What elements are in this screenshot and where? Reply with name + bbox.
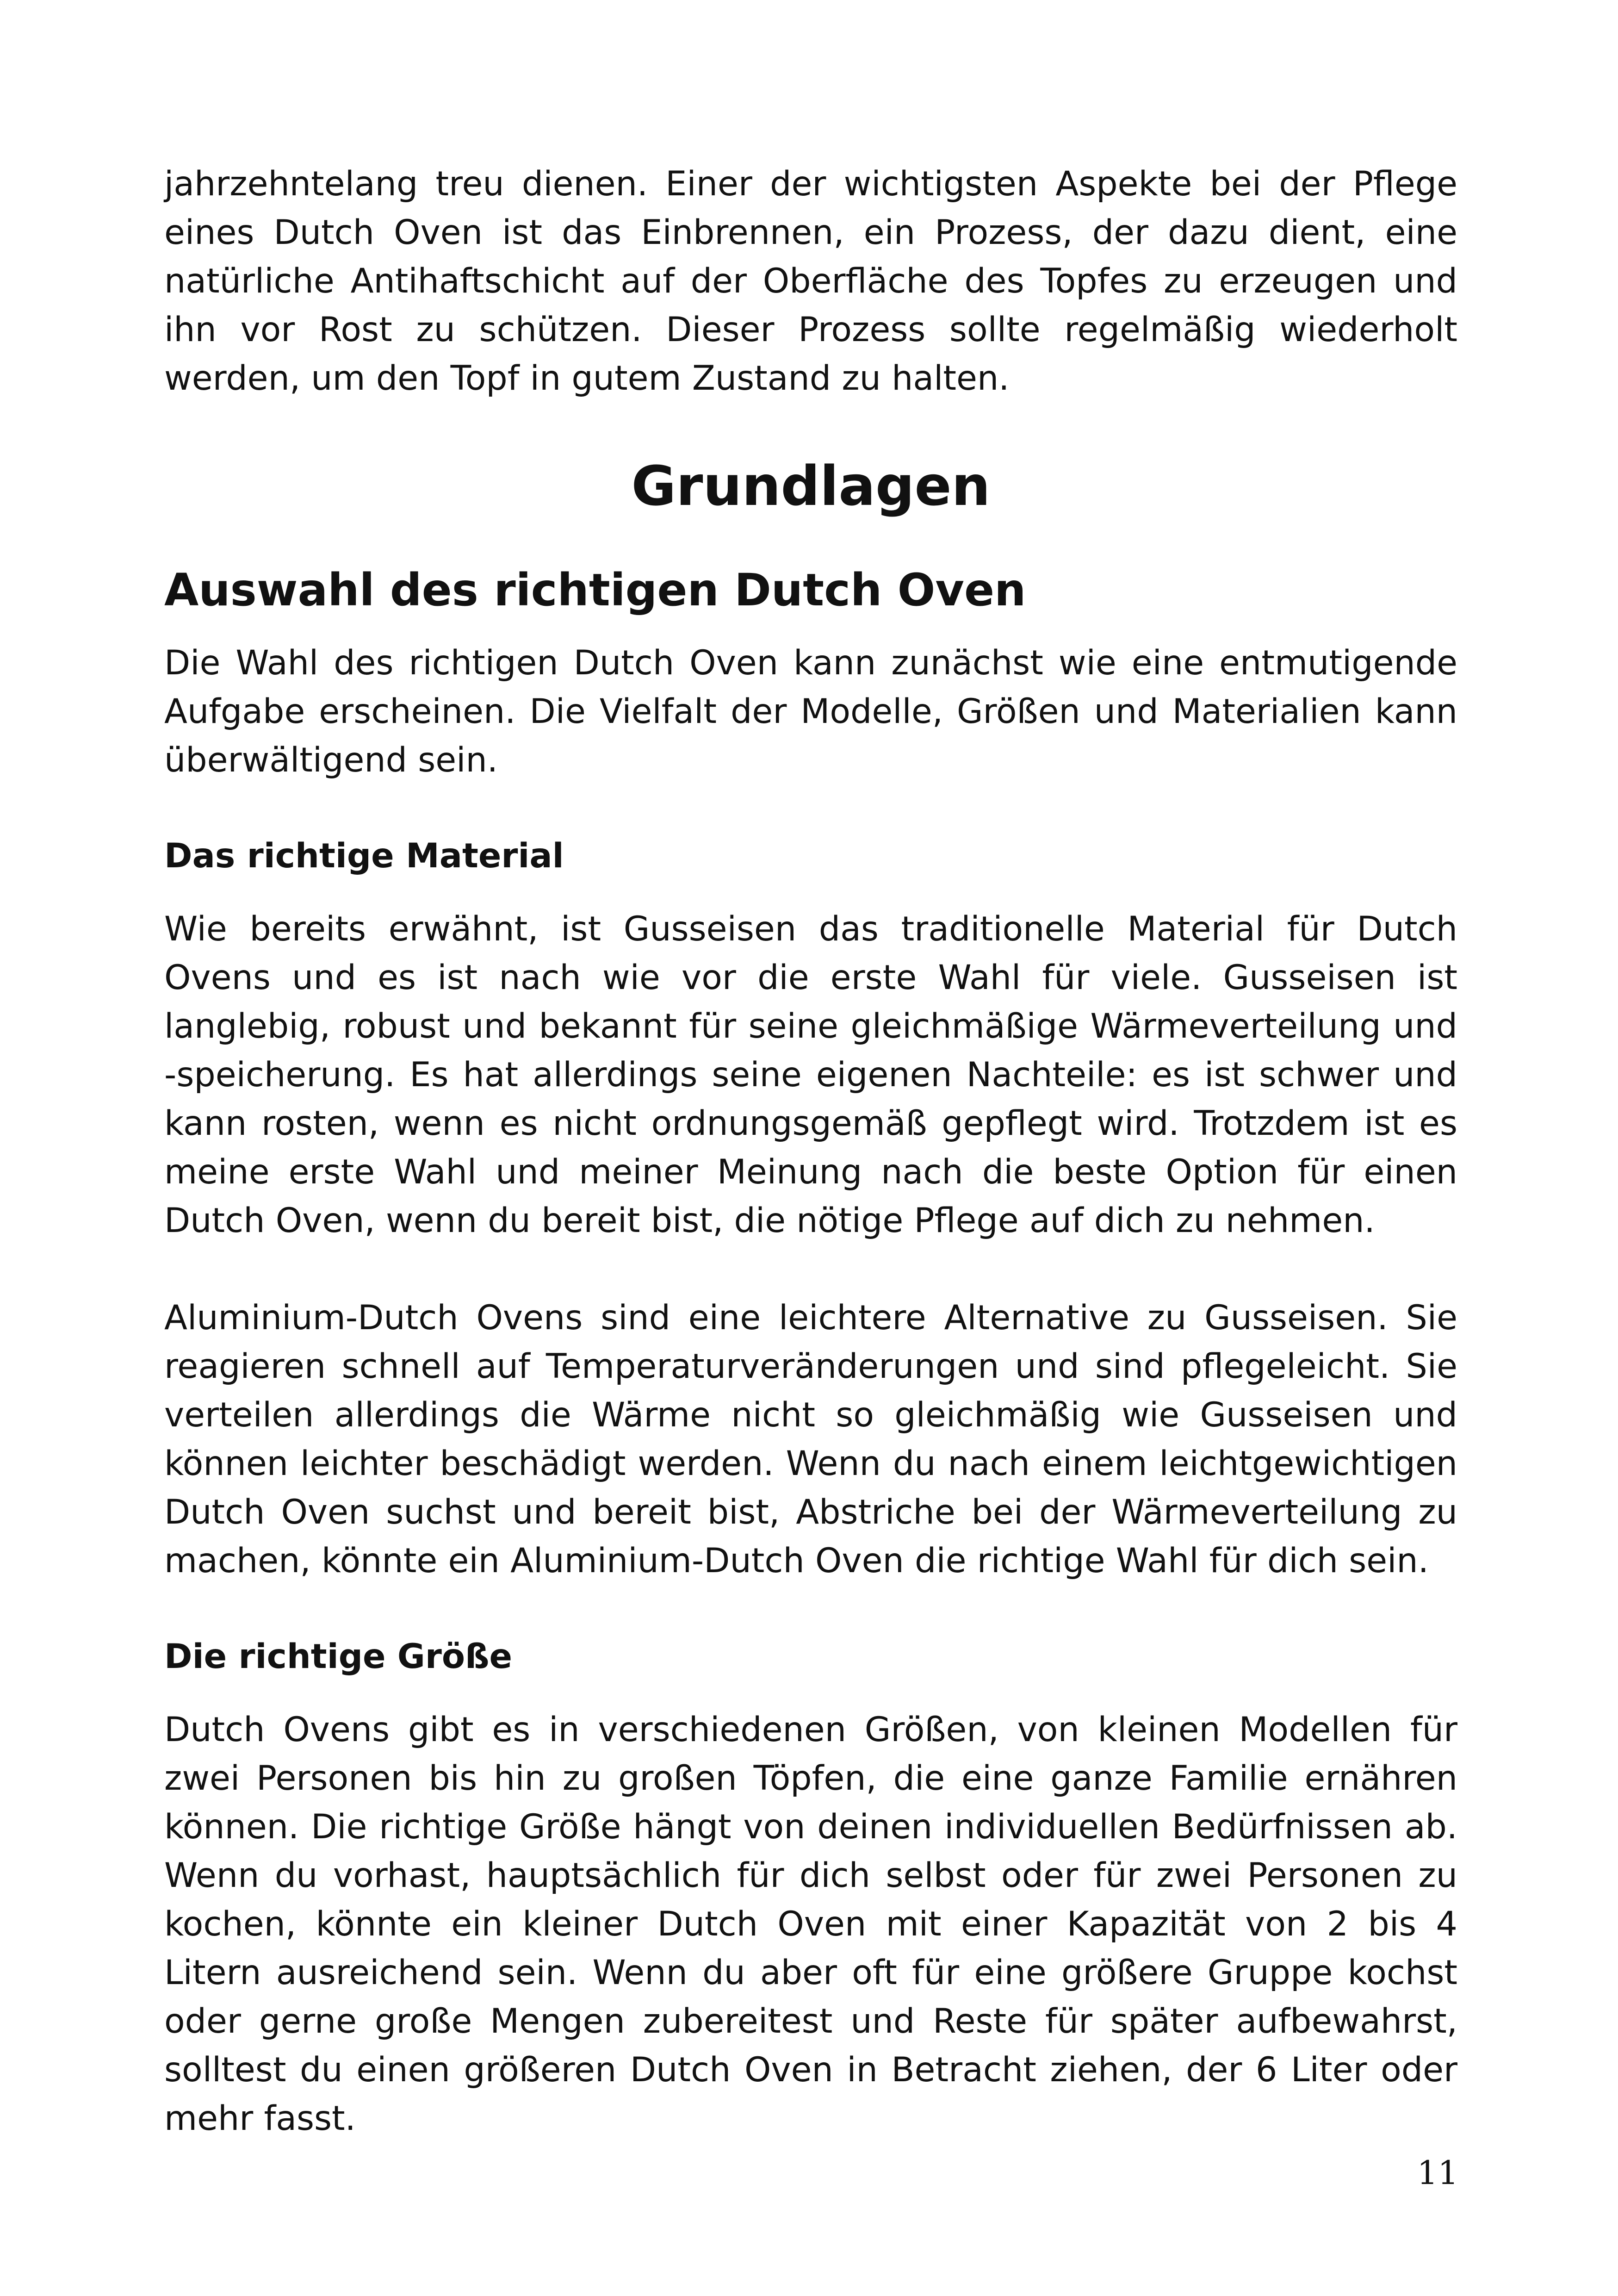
section-paragraph: Die Wahl des richtigen Dutch Oven kann zunächst wie eine entmutigende Aufgabe erscheinen. Die Vielfalt der Modelle, Größen und Materialien kann überwältigend sein. bbox=[164, 643, 1457, 780]
size-paragraph: Dutch Ovens gibt es in verschiedenen Größen, von kleinen Modellen für zwei Personen bis hin zu großen Töpfen, die eine ganze Familie ernähren können. Die richtige Größe hängt von deinen individuellen Bedürfnissen ab. Wenn du vorhast, hauptsächlich für dich selbst oder für zwei Personen zu kochen, könnte ein kleiner Dutch Oven mit einer Kapazität von 2 bis 4 Litern ausreichend sein. Wenn du aber oft für eine größere Gruppe kochst oder gerne große Mengen zubereitest und Reste für später aufbewahrst, solltest du einen größeren Dutch Oven in Betracht ziehen, der 6 Liter oder mehr fasst. bbox=[164, 1710, 1457, 2138]
size-heading: Die richtige Größe bbox=[164, 1637, 512, 1676]
intro-paragraph: jahrzehntelang treu dienen. Einer der wichtigsten Aspekte bei der Pflege eines Dutch Oven ist das Einbrennen, ein Prozess, der dazu dient, eine natürliche Antihaftschicht auf der Oberfläche des Topfes zu erzeugen und ihn vor Rost zu schützen. Dieser Prozess sollte regelmäßig wiederholt werden, um den Topf in gutem Zustand zu halten. bbox=[164, 164, 1457, 398]
material-heading: Das richtige Material bbox=[164, 836, 564, 876]
material-paragraph-2: Aluminium-Dutch Ovens sind eine leichtere Alternative zu Gusseisen. Sie reagieren schnell auf Temperaturveränderungen und sind pflegeleicht. Sie verteilen allerdings die Wärme nicht so gleichmäßig wie Gusseisen und können leichter beschädigt werden. Wenn du nach einem leichtgewichtigen Dutch Oven suchst und bereit bist, Abstriche bei der Wärmeverteilung zu machen, könnte ein Aluminium-Dutch Oven die richtige Wahl für dich sein. bbox=[164, 1298, 1457, 1580]
material-paragraph-1: Wie bereits erwähnt, ist Gusseisen das traditionelle Material für Dutch Ovens und es ist nach wie vor die erste Wahl für viele. Gusseisen ist langlebig, robust und bekannt für seine gleichmäßige Wärmeverteilung und -speicherung. Es hat allerdings seine eigenen Nachteile: es ist schwer und kann rosten, wenn es nicht ordnungsgemäß gepflegt wird. Trotzdem ist es meine erste Wahl und meiner Meinung nach die beste Option für einen Dutch Oven, wenn du bereit bist, die nötige Pflege auf dich zu nehmen. bbox=[164, 909, 1457, 1240]
chapter-title: Grundlagen bbox=[631, 454, 991, 518]
page-content bbox=[164, 160, 1457, 2143]
page-number: 11 bbox=[1417, 2154, 1458, 2192]
section-title: Auswahl des richtigen Dutch Oven bbox=[164, 564, 1026, 616]
